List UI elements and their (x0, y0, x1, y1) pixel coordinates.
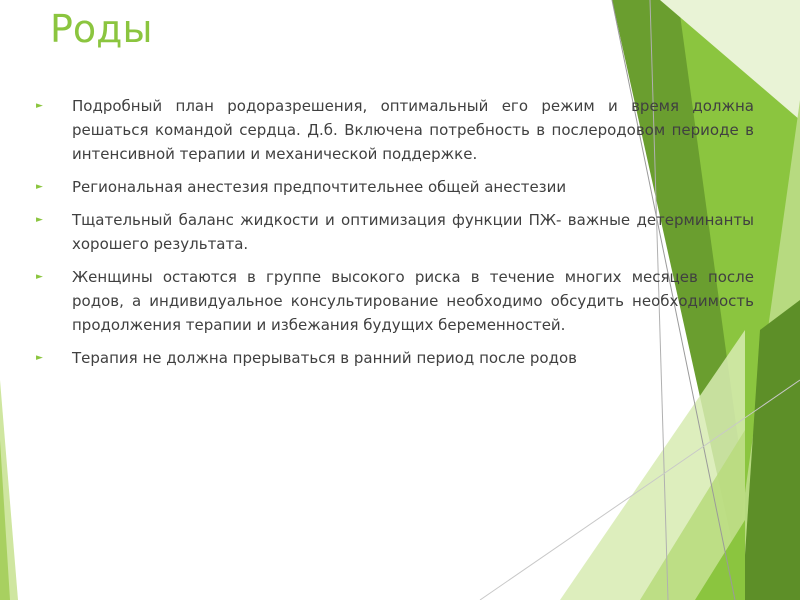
bullet-text: Региональная анестезия предпочтительнее общей анестезии (72, 178, 567, 196)
bullet-text: Тщательный баланс жидкости и оптимизация функции ПЖ- важные детерминанты хорошего результата. (72, 211, 754, 253)
bullet-text: Терапия не должна прерываться в ранний период после родов (72, 349, 577, 367)
bullet-arrow-icon: ► (36, 182, 43, 192)
slide-title: Роды (50, 7, 153, 51)
bullet-arrow-icon: ► (36, 353, 43, 363)
bullet-item (36, 346, 754, 370)
bullet-text: Подробный план родоразрешения, оптимальный его режим и время должна решаться командой сердца. Д.б. Включена потребность в послеродовом периоде в интенсивной терапии и механической поддержке. (72, 97, 754, 163)
bullet-list (36, 94, 754, 379)
bullet-text: Женщины остаются в группе высокого риска в течение многих месяцев после родов, а индивидуальное консультирование необходимо обсудить необходимость продолжения терапии и избежания будущих беременностей. (72, 268, 754, 334)
bullet-item (36, 175, 754, 199)
bullet-arrow-icon: ► (36, 272, 43, 282)
bullet-item (36, 208, 754, 256)
bullet-item (36, 265, 754, 337)
bullet-arrow-icon: ► (36, 215, 43, 225)
bullet-arrow-icon: ► (36, 101, 43, 111)
bullet-item (36, 94, 754, 166)
